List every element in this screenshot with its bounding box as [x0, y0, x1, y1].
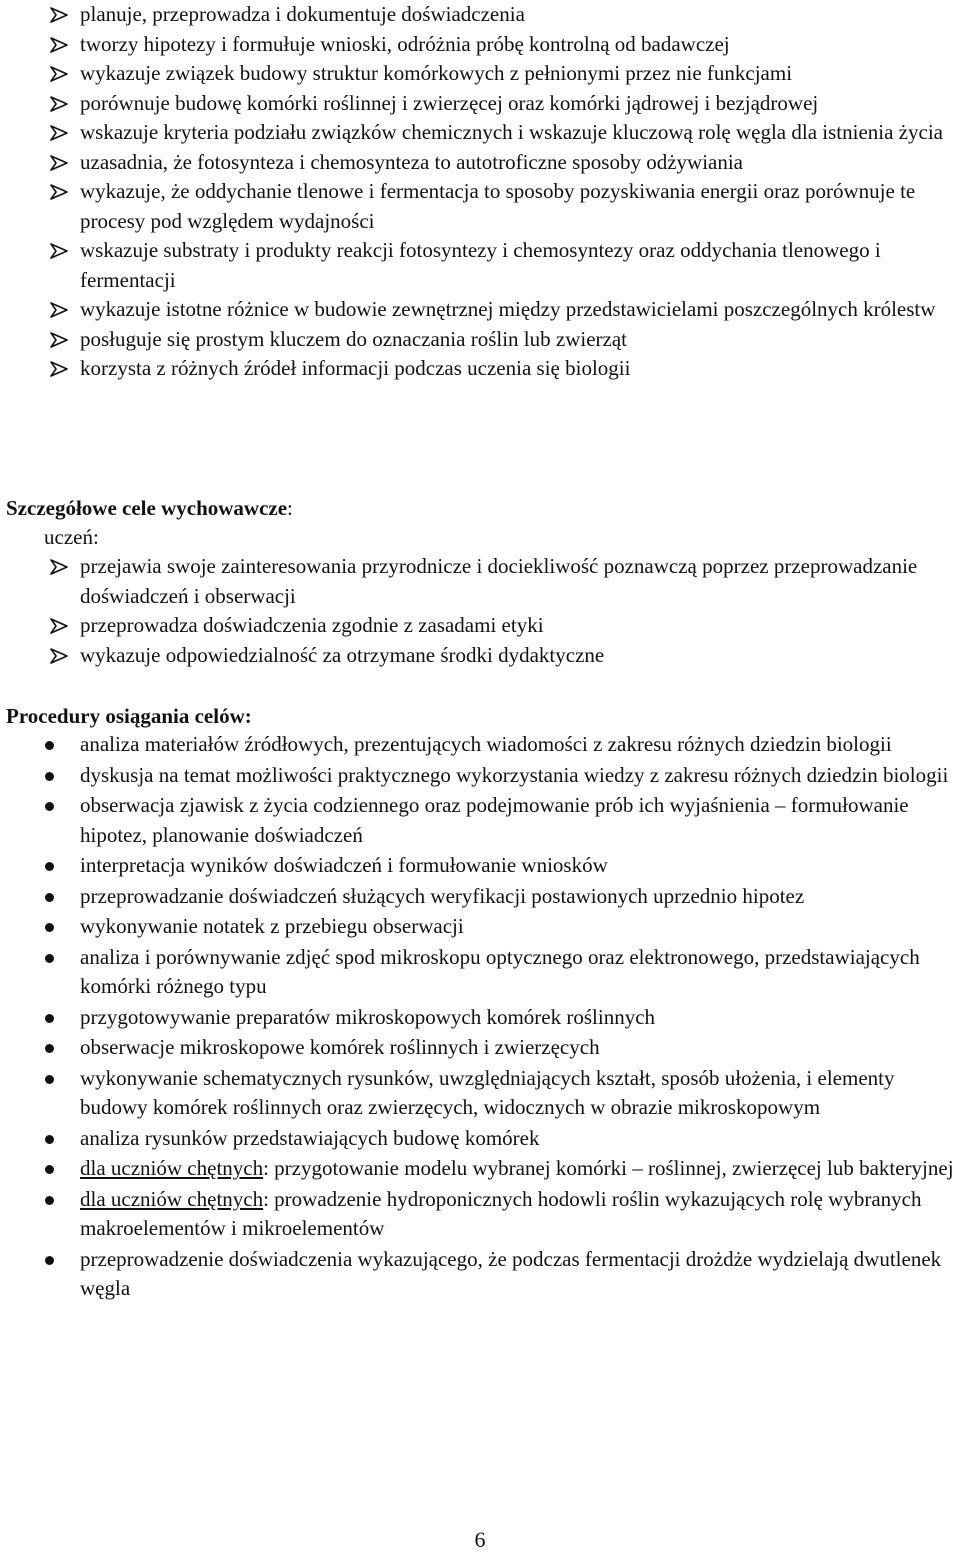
list-item-text: wykazuje odpowiedzialność za otrzymane środki dydaktyczne — [80, 642, 605, 667]
bullet-dot-icon — [45, 1044, 54, 1053]
bullet-dot-icon — [45, 1196, 54, 1205]
list-item-text: przygotowywanie preparatów mikroskopowych komórek roślinnych — [80, 1004, 656, 1029]
list-item-text: posługuje się prostym kluczem do oznaczania roślin lub zwierząt — [80, 326, 627, 351]
list-item-text: analiza i porównywanie zdjęć spod mikroskopu optycznego oraz elektronowego, przedstawiających komórki różnego typu — [80, 944, 920, 998]
list-item-text: wykazuje istotne różnice w budowie zewnętrznej między przedstawicielami poszczególnych królestw — [80, 297, 936, 321]
list-item — [0, 851, 960, 881]
list-item — [0, 761, 960, 791]
list-item — [0, 1064, 960, 1123]
educational-goals-list — [0, 552, 960, 670]
list-item-text: korzysta z różnych źródeł informacji podczas uczenia się biologii — [80, 356, 631, 380]
list-item-text: tworzy hipotezy i formułuje wnioski, odróżnia próbę kontrolną od badawczej — [80, 31, 730, 56]
list-item-text: porównuje budowę komórki roślinnej i zwierzęcej oraz komórki jądrowej i bezjądrowej — [80, 90, 819, 115]
list-item-text: interpretacja wyników doświadczeń i formułowanie wniosków — [80, 853, 608, 877]
list-item — [0, 791, 960, 850]
procedures-heading: Procedury osiągania celów: — [6, 704, 252, 728]
list-item — [0, 1185, 960, 1244]
arrowhead-bullet-icon — [50, 184, 68, 200]
list-item-text: uzasadnia, że fotosynteza i chemosynteza to autotroficzne sposoby odżywiania — [80, 149, 744, 174]
list-item-text: przeprowadza doświadczenia zgodnie z zasadami etyki — [80, 613, 544, 637]
arrowhead-bullet-icon — [50, 361, 68, 377]
list-item — [0, 552, 960, 611]
arrowhead-bullet-icon — [50, 559, 68, 575]
bullet-dot-icon — [45, 893, 54, 902]
list-item — [0, 641, 960, 671]
list-item — [0, 325, 960, 355]
list-item — [0, 730, 960, 760]
list-item — [0, 354, 960, 384]
list-item — [0, 30, 960, 60]
list-item — [0, 1033, 960, 1063]
subject-label: uczeń: — [44, 525, 99, 549]
list-item-text: przejawia swoje zainteresowania przyrodnicze i dociekliwość poznawczą poprzez przeprowadzanie doświadczeń i obserwacji — [80, 554, 918, 608]
list-item-text: wykazuje, że oddychanie tlenowe i fermentacja to sposoby pozyskiwania energii oraz porównuje te procesy pod względem wydajności — [80, 179, 916, 233]
list-item — [0, 118, 960, 148]
bullet-dot-icon — [45, 954, 54, 963]
list-item — [0, 882, 960, 912]
list-item-text: dyskusja na temat możliwości praktycznego wykorzystania wiedzy z zakresu różnych dziedzin biologii — [80, 762, 949, 787]
arrowhead-bullet-icon — [50, 648, 68, 664]
list-item-text: wykazuje związek budowy struktur komórkowych z pełnionymi przez nie funkcjami — [80, 61, 793, 85]
bullet-dot-icon — [45, 1135, 54, 1144]
list-item — [0, 1245, 960, 1304]
list-item-text: obserwacje mikroskopowe komórek roślinnych i zwierzęcych — [80, 1035, 600, 1059]
optional-label: dla uczniów chętnych — [80, 1186, 264, 1211]
list-item — [0, 89, 960, 119]
list-item-text: wskazuje substraty i produkty reakcji fotosyntezy i chemosyntezy oraz oddychania tlenowego i fermentacji — [80, 238, 881, 292]
arrowhead-bullet-icon — [50, 66, 68, 82]
bullet-dot-icon — [45, 1256, 54, 1265]
optional-label: dla uczniów chętnych — [80, 1156, 264, 1180]
list-item — [0, 0, 960, 30]
bullet-dot-icon — [45, 741, 54, 750]
bullet-dot-icon — [45, 1014, 54, 1023]
list-item-text: wskazuje kryteria podziału związków chemicznych i wskazuje kluczową rolę węgla dla istnienia życia — [80, 120, 943, 144]
list-item — [0, 611, 960, 641]
bullet-dot-icon — [45, 1075, 54, 1084]
list-item-text: planuje, przeprowadza i dokumentuje doświadczenia — [80, 2, 525, 26]
heading-colon: : — [287, 496, 293, 520]
list-item — [0, 1154, 960, 1184]
educational-goals-heading — [6, 494, 293, 524]
list-item-text: obserwacja zjawisk z życia codziennego oraz podejmowanie prób ich wyjaśnienia – formułowanie hipotez, planowanie doświadczeń — [80, 793, 909, 847]
arrowhead-bullet-icon — [50, 125, 68, 141]
arrowhead-bullet-icon — [50, 155, 68, 171]
arrowhead-bullet-icon — [50, 7, 68, 23]
list-item-text: przeprowadzanie doświadczeń służących weryfikacji postawionych uprzednio hipotez — [80, 883, 805, 908]
bullet-dot-icon — [45, 923, 54, 932]
arrowhead-bullet-icon — [50, 618, 68, 634]
list-item — [0, 1003, 960, 1033]
list-item — [0, 236, 960, 295]
arrowhead-bullet-icon — [50, 302, 68, 318]
bullet-dot-icon — [45, 862, 54, 871]
procedures-list — [0, 730, 960, 1305]
list-item-text: analiza materiałów źródłowych, prezentujących wiadomości z zakresu różnych dziedzin biologii — [80, 732, 892, 756]
arrowhead-bullet-icon — [50, 37, 68, 53]
list-item — [0, 59, 960, 89]
arrowhead-bullet-icon — [50, 96, 68, 112]
list-item-text: przeprowadzenie doświadczenia wykazującego, że podczas fermentacji drożdże wydzielają dwutlenek węgla — [80, 1246, 942, 1300]
bullet-dot-icon — [45, 802, 54, 811]
heading-text: Szczegółowe cele wychowawcze — [6, 496, 288, 520]
list-item — [0, 943, 960, 1002]
bullet-dot-icon — [45, 772, 54, 781]
list-item — [0, 177, 960, 236]
arrowhead-bullet-icon — [50, 243, 68, 259]
list-item-text: wykonywanie notatek z przebiegu obserwacji — [80, 914, 464, 938]
list-item — [0, 912, 960, 942]
bullet-dot-icon — [45, 1165, 54, 1174]
list-item-text: : prowadzenie hydroponicznych hodowli roślin wykazujących rolę wybranych makroelementów i mikroelementów — [80, 1186, 922, 1240]
goals-list — [0, 0, 960, 384]
list-item-text: wykonywanie schematycznych rysunków, uwzględniających kształt, sposób ułożenia, i elementy budowy komórek roślinnych oraz zwierzęcych, widocznych w obrazie mikroskopowym — [80, 1065, 895, 1119]
list-item — [0, 295, 960, 325]
list-item — [0, 1124, 960, 1154]
page-number: 6 — [474, 1527, 486, 1552]
list-item-text: : przygotowanie modelu wybranej komórki – roślinnej, zwierzęcej lub bakteryjnej — [263, 1156, 954, 1180]
list-item — [0, 148, 960, 178]
arrowhead-bullet-icon — [50, 332, 68, 348]
list-item-text: analiza rysunków przedstawiających budowę komórek — [80, 1125, 540, 1150]
